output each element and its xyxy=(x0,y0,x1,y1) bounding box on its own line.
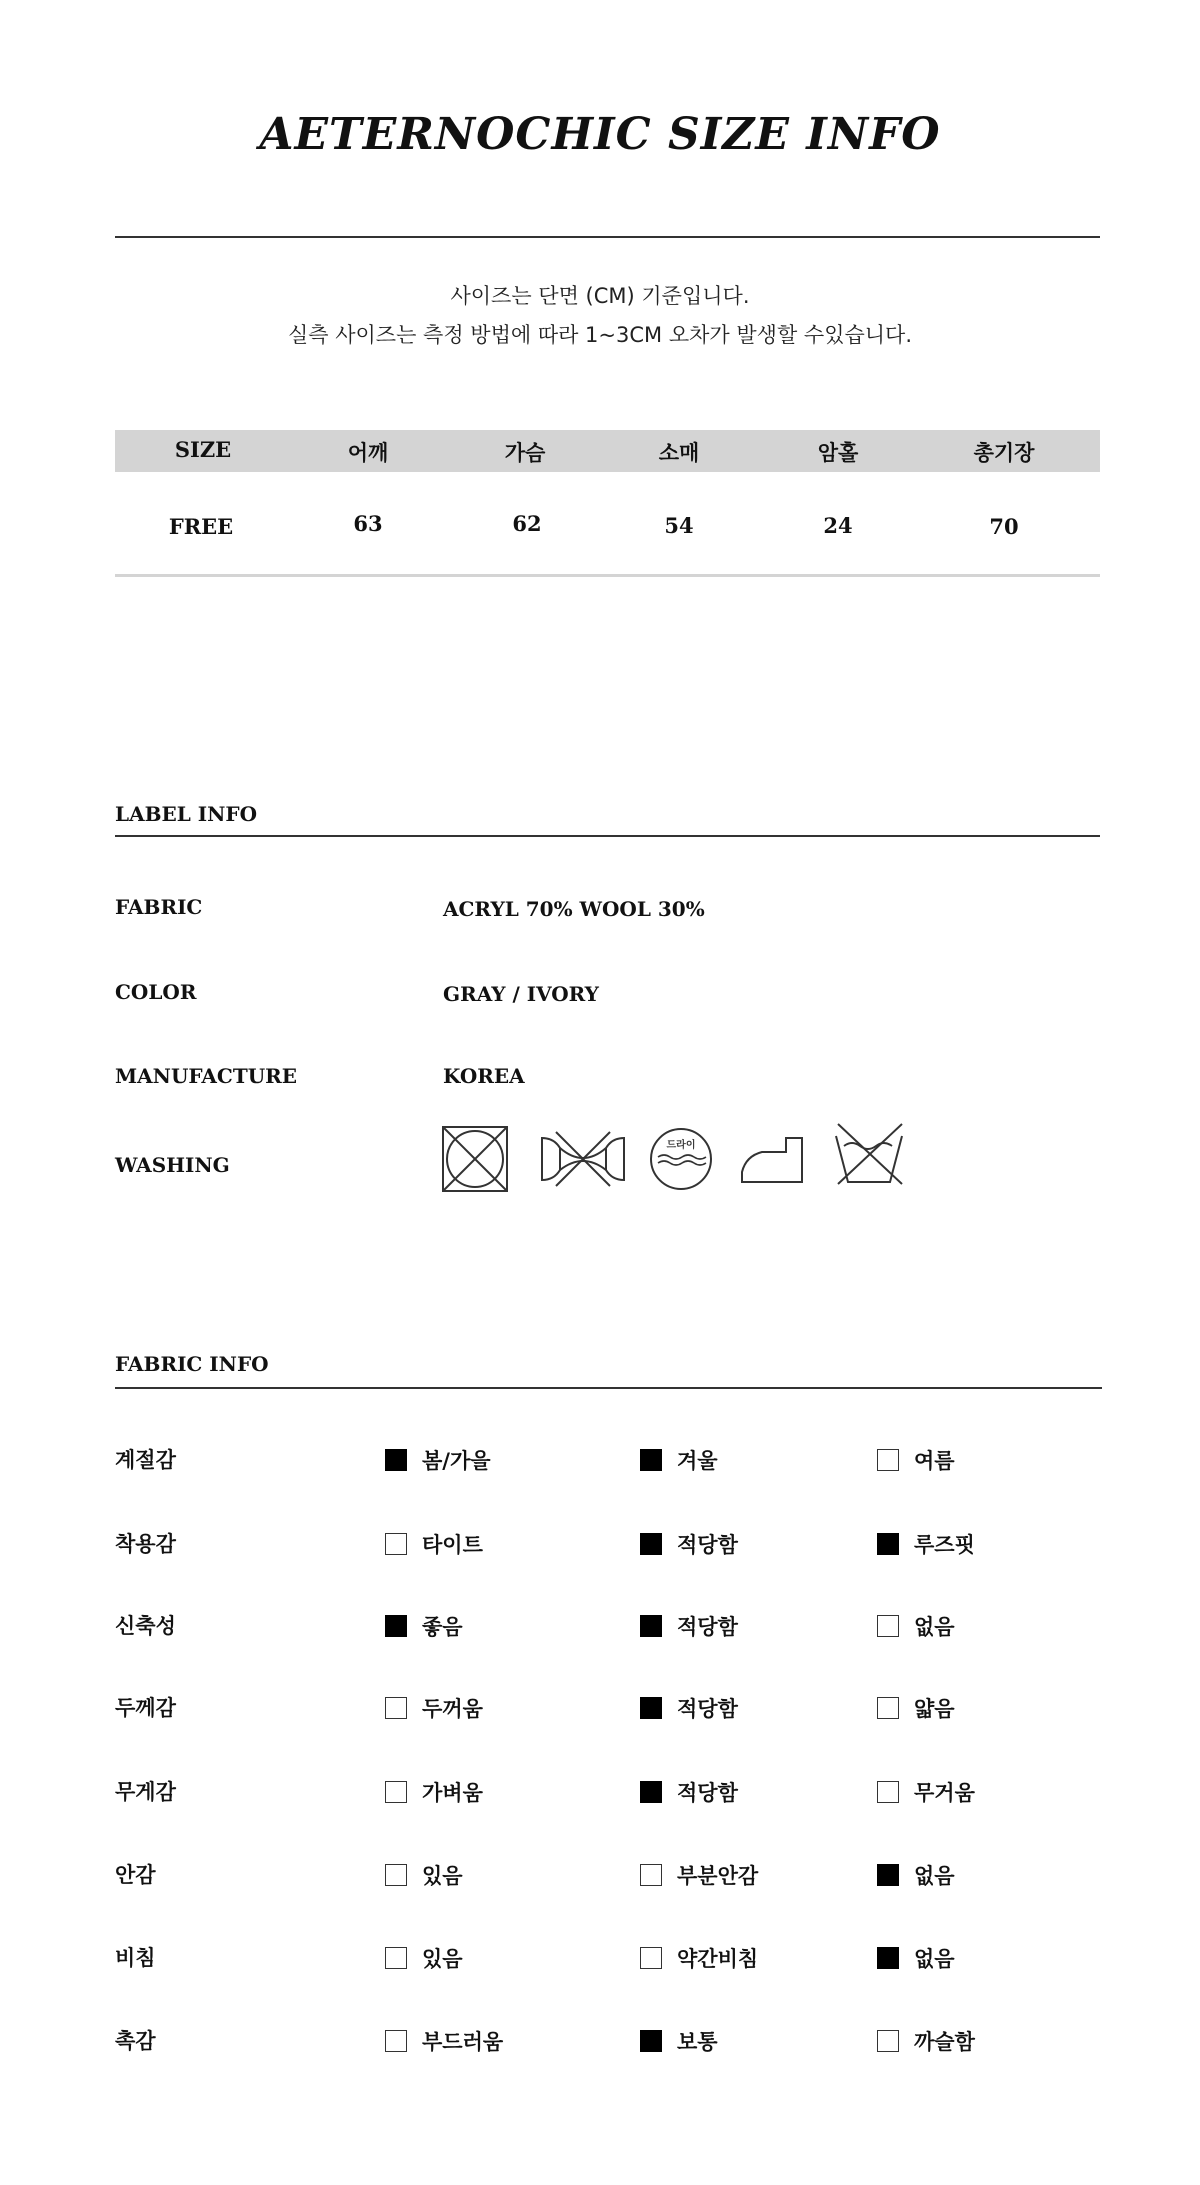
washing-label: WASHING xyxy=(115,1153,230,1177)
fabric-option-sheerness-2 xyxy=(640,1943,758,1973)
fabric-info-heading: FABRIC INFO xyxy=(115,1352,269,1376)
fabric-row-label-season: 계절감 xyxy=(115,1448,176,1472)
unchecked-checkbox xyxy=(385,1947,407,1969)
fabric-option-label: 봄/가을 xyxy=(422,1449,491,1473)
fabric-option-weight-3 xyxy=(877,1777,975,1807)
fabric-option-label: 적당함 xyxy=(677,1615,738,1639)
fabric-option-label: 없음 xyxy=(914,1864,955,1888)
fabric-option-label: 있음 xyxy=(422,1947,463,1971)
fabric-option-label: 얇음 xyxy=(914,1697,955,1721)
checked-checkbox xyxy=(640,2030,662,2052)
fabric-row-label-thickness: 두께감 xyxy=(115,1696,176,1720)
fabric-option-touch-2 xyxy=(640,2026,718,2056)
fabric-option-lining-3 xyxy=(877,1860,955,1890)
unchecked-checkbox xyxy=(877,1781,899,1803)
fabric-option-label: 여름 xyxy=(914,1449,955,1473)
size-cell-chest: 62 xyxy=(512,511,542,536)
size-cell-armhole: 24 xyxy=(823,513,853,538)
size-header-length: 총기장 xyxy=(973,441,1035,465)
fabric-option-sheerness-1 xyxy=(385,1943,463,1973)
title-divider xyxy=(115,236,1100,238)
unchecked-checkbox xyxy=(877,1615,899,1637)
fabric-option-label: 없음 xyxy=(914,1947,955,1971)
checked-checkbox xyxy=(640,1697,662,1719)
size-note-2: 실측 사이즈는 측정 방법에 따라 1~3CM 오차가 발생할 수있습니다. xyxy=(287,323,913,347)
fabric-option-label: 부분안감 xyxy=(677,1864,759,1888)
size-header-armhole: 암홀 xyxy=(817,441,859,465)
iron-icon xyxy=(738,1126,808,1188)
color-value: GRAY / IVORY xyxy=(443,982,599,1006)
size-header-chest: 가슴 xyxy=(504,441,546,465)
fabric-option-weight-1 xyxy=(385,1777,483,1807)
fabric-row-label-weight: 무게감 xyxy=(115,1780,176,1804)
no-wring-icon xyxy=(538,1126,628,1192)
unchecked-checkbox xyxy=(385,1697,407,1719)
fabric-row-label-stretch: 신축성 xyxy=(115,1614,176,1638)
unchecked-checkbox xyxy=(640,1947,662,1969)
fabric-option-label: 약간비침 xyxy=(677,1947,759,1971)
unchecked-checkbox xyxy=(385,1533,407,1555)
unchecked-checkbox xyxy=(877,2030,899,2052)
fabric-option-label: 무거움 xyxy=(914,1781,975,1805)
fabric-option-label: 적당함 xyxy=(677,1697,738,1721)
unchecked-checkbox xyxy=(877,1697,899,1719)
fabric-option-label: 있음 xyxy=(422,1864,463,1888)
fabric-option-lining-1 xyxy=(385,1860,463,1890)
fabric-option-stretch-1 xyxy=(385,1611,463,1641)
fabric-row-label-touch: 촉감 xyxy=(115,2029,156,2053)
fabric-option-label: 루즈핏 xyxy=(914,1533,975,1557)
size-cell-length: 70 xyxy=(989,514,1019,539)
fabric-label: FABRIC xyxy=(115,895,203,919)
fabric-option-lining-2 xyxy=(640,1860,758,1890)
fabric-row-label-fit: 착용감 xyxy=(115,1532,176,1556)
fabric-option-thickness-3 xyxy=(877,1693,955,1723)
unchecked-checkbox xyxy=(877,1449,899,1471)
fabric-option-label: 부드러움 xyxy=(422,2030,504,2054)
size-cell-sleeve: 54 xyxy=(664,513,694,538)
fabric-option-season-2 xyxy=(640,1445,718,1475)
unchecked-checkbox xyxy=(385,1781,407,1803)
size-header-size: SIZE xyxy=(174,437,232,462)
size-note-1: 사이즈는 단면 (CM) 기준입니다. xyxy=(450,284,750,308)
fabric-option-label: 타이트 xyxy=(422,1533,483,1557)
fabric-option-label: 적당함 xyxy=(677,1781,738,1805)
fabric-option-fit-2 xyxy=(640,1529,738,1559)
fabric-option-label: 두꺼움 xyxy=(422,1697,483,1721)
dry-clean-icon xyxy=(648,1126,714,1192)
svg-text:드라이: 드라이 xyxy=(666,1140,696,1151)
fabric-option-season-3 xyxy=(877,1445,955,1475)
checked-checkbox xyxy=(385,1615,407,1637)
no-tumble-dry-icon xyxy=(440,1124,510,1194)
label-info-divider xyxy=(115,835,1100,837)
checked-checkbox xyxy=(877,1947,899,1969)
fabric-option-label: 적당함 xyxy=(677,1533,738,1557)
fabric-option-thickness-1 xyxy=(385,1693,483,1723)
size-cell-shoulder: 63 xyxy=(353,511,383,536)
fabric-option-stretch-3 xyxy=(877,1611,955,1641)
size-header-sleeve: 소매 xyxy=(658,441,700,465)
color-label: COLOR xyxy=(115,980,197,1004)
fabric-option-label: 가벼움 xyxy=(422,1781,483,1805)
fabric-row-label-sheerness: 비침 xyxy=(115,1946,156,1970)
fabric-option-label: 겨울 xyxy=(677,1449,718,1473)
fabric-option-sheerness-3 xyxy=(877,1943,955,1973)
size-header-shoulder: 어깨 xyxy=(347,441,389,465)
label-info-heading: LABEL INFO xyxy=(115,802,258,826)
unchecked-checkbox xyxy=(385,1864,407,1886)
fabric-info-divider xyxy=(115,1387,1102,1389)
checked-checkbox xyxy=(640,1615,662,1637)
fabric-value: ACRYL 70% WOOL 30% xyxy=(443,897,705,921)
fabric-option-label: 없음 xyxy=(914,1615,955,1639)
checked-checkbox xyxy=(877,1533,899,1555)
fabric-option-label: 까슬함 xyxy=(914,2030,975,2054)
checked-checkbox xyxy=(640,1449,662,1471)
fabric-option-fit-3 xyxy=(877,1529,975,1559)
checked-checkbox xyxy=(877,1864,899,1886)
unchecked-checkbox xyxy=(640,1864,662,1886)
fabric-option-label: 보통 xyxy=(677,2030,718,2054)
manufacture-label: MANUFACTURE xyxy=(115,1064,298,1088)
checked-checkbox xyxy=(640,1781,662,1803)
unchecked-checkbox xyxy=(385,2030,407,2052)
size-table-header xyxy=(115,430,1100,472)
fabric-option-weight-2 xyxy=(640,1777,738,1807)
fabric-option-touch-3 xyxy=(877,2026,975,2056)
fabric-option-touch-1 xyxy=(385,2026,503,2056)
size-table-bottom-rule xyxy=(115,574,1100,577)
size-cell-size: FREE xyxy=(168,514,234,539)
fabric-option-season-1 xyxy=(385,1445,491,1475)
fabric-option-fit-1 xyxy=(385,1529,483,1559)
fabric-option-label: 좋음 xyxy=(422,1615,463,1639)
checked-checkbox xyxy=(385,1449,407,1471)
fabric-row-label-lining: 안감 xyxy=(115,1863,156,1887)
manufacture-value: KOREA xyxy=(443,1064,525,1088)
no-wash-icon xyxy=(830,1118,908,1190)
fabric-option-stretch-2 xyxy=(640,1611,738,1641)
page-title: AETERNOCHIC SIZE INFO xyxy=(259,109,941,160)
fabric-option-thickness-2 xyxy=(640,1693,738,1723)
checked-checkbox xyxy=(640,1533,662,1555)
